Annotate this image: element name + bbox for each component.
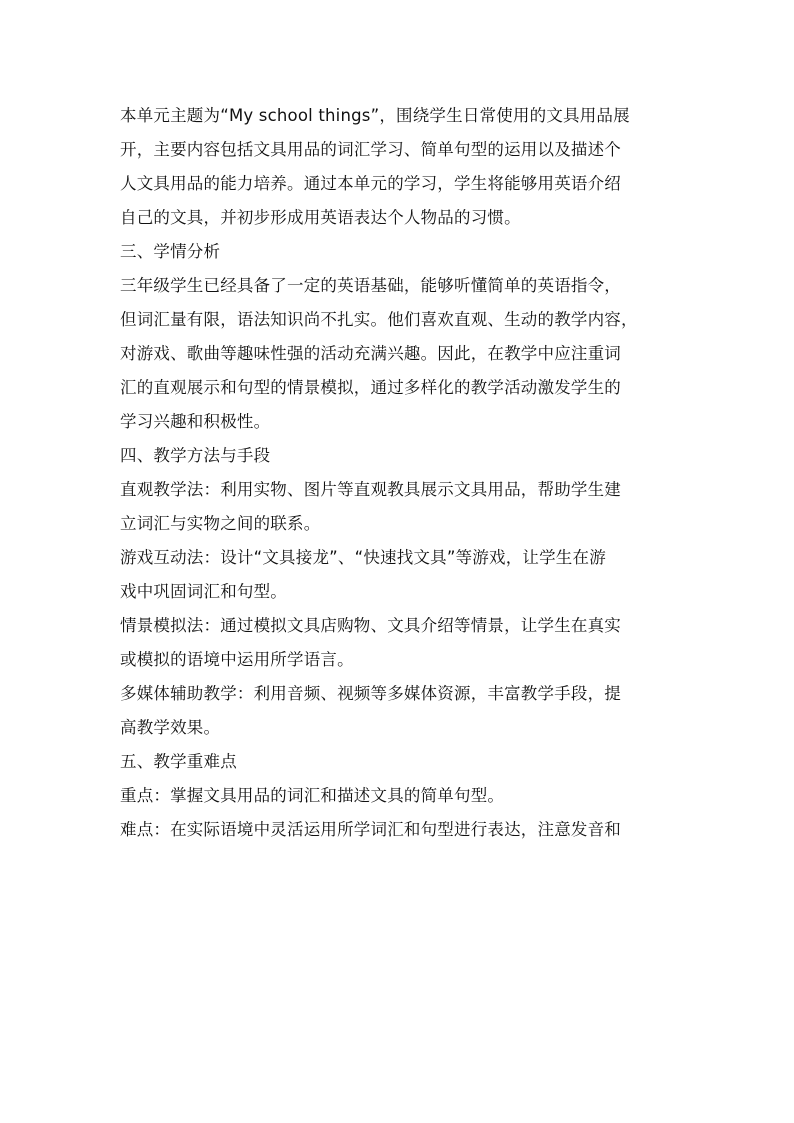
paragraph-line: 重点：掌握文具用品的词汇和描述文具的简单句型。 [120,786,505,805]
paragraph-line: 高教学效果。 [120,718,221,737]
paragraph-line: 或模拟的语境中运用所学语言。 [120,650,354,669]
paragraph-line: 对游戏、歌曲等趣味性强的活动充满兴趣。因此，在教学中应注重词 [120,344,621,363]
paragraph-line: 人文具用品的能力培养。通过本单元的学习，学生将能够用英语介绍 [120,174,621,193]
paragraph-line: 本单元主题为“My school things”，围绕学生日常使用的文具用品展 [120,106,630,125]
paragraph-line: 立词汇与实物之间的联系。 [120,514,321,533]
paragraph-line: 学习兴趣和积极性。 [120,412,271,431]
paragraph-line: 难点：在实际语境中灵活运用所学词汇和句型进行表达，注意发音和 [120,820,621,839]
document-body [120,104,680,852]
paragraph-line: 戏中巩固词汇和句型。 [120,582,287,601]
paragraph-line: 但词汇量有限，语法知识尚不扎实。他们喜欢直观、生动的教学内容， [120,310,638,329]
paragraph-line: 情景模拟法：通过模拟文具店购物、文具介绍等情景，让学生在真实 [120,616,621,635]
section-heading: 三、学情分析 [120,242,221,261]
paragraph-line: 开，主要内容包括文具用品的词汇学习、简单句型的运用以及描述个 [120,140,621,159]
paragraph-line: 游戏互动法：设计“文具接龙”、“快速找文具”等游戏，让学生在游 [120,548,606,567]
section-heading: 四、教学方法与手段 [120,446,271,465]
paragraph-line: 汇的直观展示和句型的情景模拟，通过多样化的教学活动激发学生的 [120,378,621,397]
section-heading: 五、教学重难点 [120,752,237,771]
paragraph-line: 直观教学法：利用实物、图片等直观教具展示文具用品，帮助学生建 [120,480,621,499]
paragraph-line: 三年级学生已经具备了一定的英语基础，能够听懂简单的英语指令， [120,276,621,295]
paragraph-line: 多媒体辅助教学：利用音频、视频等多媒体资源，丰富教学手段，提 [120,684,621,703]
paragraph-line: 自己的文具，并初步形成用英语表达个人物品的习惯。 [120,208,521,227]
